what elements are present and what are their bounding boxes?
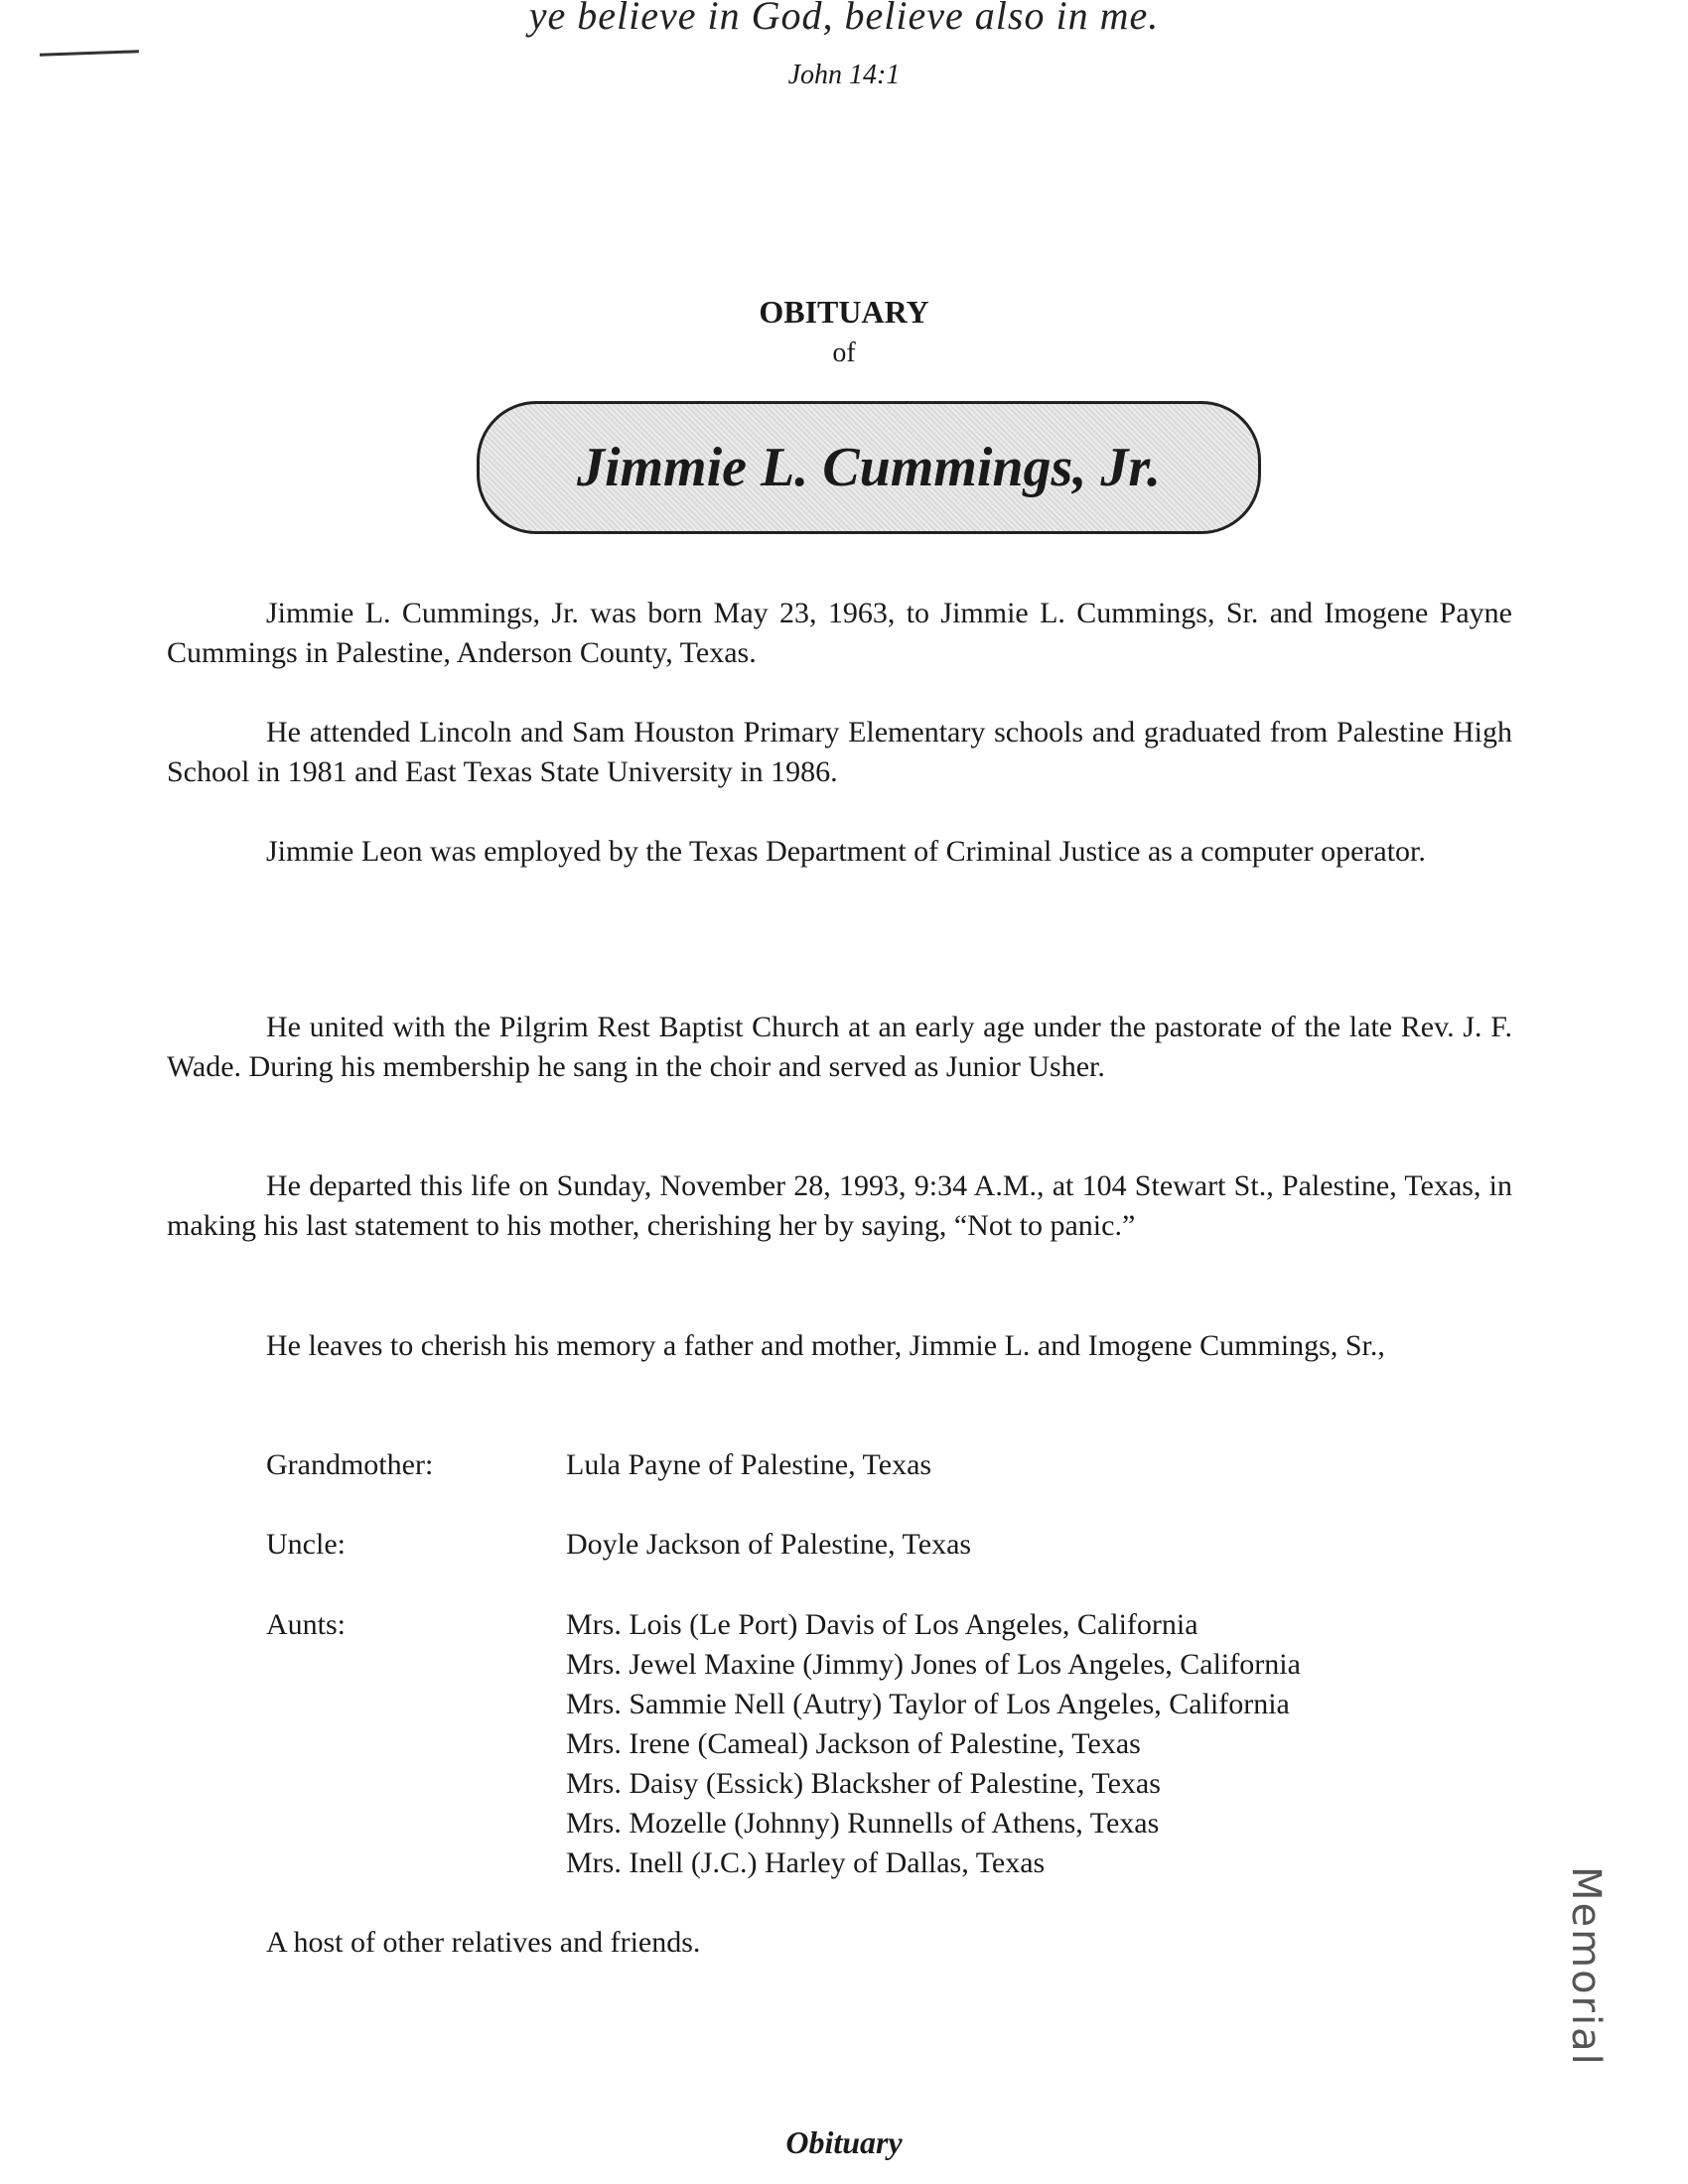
- education-paragraph: He attended Lincoln and Sam Houston Primary Elementary schools and graduated from Palestine High School in 1981 and East Texas State University in 1986.: [167, 716, 1512, 788]
- survivors-paragraph: He leaves to cherish his memory a father and mother, Jimmie L. and Imogene Cummings, Sr.,: [266, 1329, 1385, 1362]
- scripture-citation: John 14:1: [787, 60, 901, 90]
- deceased-name: Jimmie L. Cummings, Jr.: [576, 437, 1162, 498]
- church-paragraph: He united with the Pilgrim Rest Baptist Church at an early age under the pastorate of the late Rev. J. F. Wade. During his membership he sang in the choir and served as Junior Usher.: [167, 1011, 1512, 1083]
- uncle-list: [566, 1525, 971, 1565]
- relative-entry: Mrs. Daisy (Essick) Blacksher of Palestine, Texas: [566, 1767, 1161, 1800]
- relative-entry: Mrs. Lois (Le Port) Davis of Los Angeles, California: [566, 1608, 1198, 1641]
- birth-paragraph: Jimmie L. Cummings, Jr. was born May 23, 1963, to Jimmie L. Cummings, Sr. and Imogene Payne Cummings in Palestine, Anderson County, Texas.: [167, 597, 1512, 669]
- relative-entry: Doyle Jackson of Palestine, Texas: [566, 1528, 972, 1561]
- closing-line: A host of other relatives and friends.: [266, 1926, 701, 1959]
- death-paragraph: He departed this life on Sunday, November 28, 1993, 9:34 A.M., at 104 Stewart St., Palestine, Texas, in making his last statement to his mother, cherishing her by saying, “Not to panic.”: [167, 1169, 1512, 1242]
- relative-entry: Mrs. Sammie Nell (Autry) Taylor of Los Angeles, California: [566, 1688, 1290, 1720]
- relative-entry: Mrs. Inell (J.C.) Harley of Dallas, Texas: [566, 1846, 1046, 1879]
- relative-entry: Lula Payne of Palestine, Texas: [566, 1448, 932, 1481]
- relative-entry: Mrs. Mozelle (Johnny) Runnells of Athens, Texas: [566, 1807, 1160, 1840]
- relative-entry: Mrs. Jewel Maxine (Jimmy) Jones of Los Angeles, California: [566, 1648, 1301, 1681]
- relative-entry: Mrs. Irene (Cameal) Jackson of Palestine, Texas: [566, 1727, 1141, 1760]
- page-footer: Obituary: [785, 2124, 903, 2160]
- heading-of: of: [832, 338, 856, 368]
- aunts-list: [566, 1605, 1301, 1883]
- grandmother-list: [566, 1445, 931, 1485]
- scripture-epigraph: ye believe in God, believe also in me.: [528, 0, 1160, 38]
- obituary-heading: OBITUARY: [759, 294, 929, 330]
- aunts-label: Aunts:: [266, 1608, 347, 1641]
- name-banner: [477, 401, 1261, 534]
- employment-paragraph: Jimmie Leon was employed by the Texas Department of Criminal Justice as a computer operator.: [266, 835, 1426, 868]
- uncle-label: Uncle:: [266, 1528, 346, 1561]
- grandmother-label: Grandmother:: [266, 1448, 434, 1481]
- handwritten-margin-note: Memorial: [1563, 1866, 1609, 2067]
